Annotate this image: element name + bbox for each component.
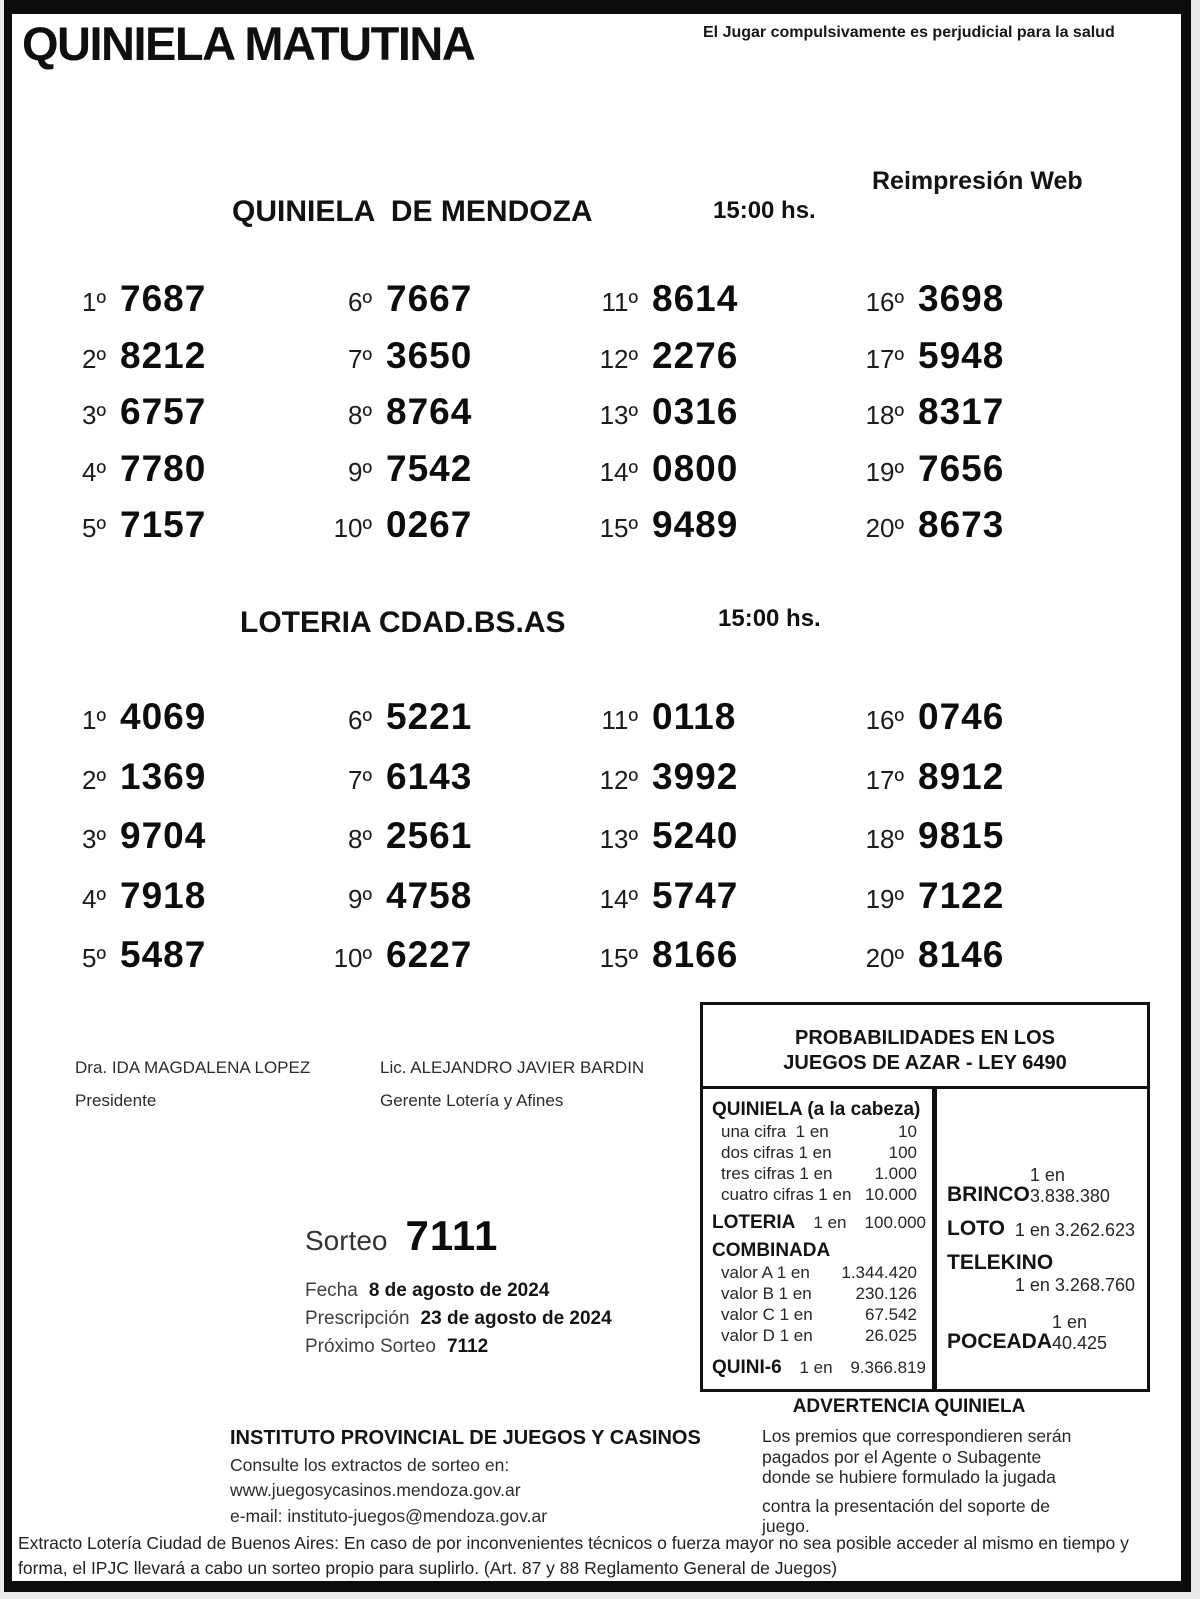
odds-value: 10 [898, 1122, 917, 1141]
result-number: 0316 [652, 391, 739, 432]
result-position: 7º [348, 764, 372, 795]
mendoza-draw-title: QUINIELA DE MENDOZA [232, 195, 593, 228]
probabilities-title-line2: JUEGOS DE AZAR - LEY 6490 [783, 1052, 1067, 1074]
instituto-website: www.juegosycasinos.mendoza.gov.ar [230, 1480, 521, 1500]
odds-value: 10.000 [865, 1185, 917, 1204]
draw-date-row [305, 1280, 549, 1302]
result-position: 2º [82, 343, 106, 374]
result-cell [58, 696, 324, 756]
result-number: 7542 [386, 447, 473, 489]
advertencia-line: donde se hubiere formulado la jugada [762, 1467, 1056, 1487]
result-position: 7º [348, 343, 372, 374]
combinada-odds-row [712, 1325, 926, 1346]
result-cell [856, 934, 1122, 994]
result-position: 1º [82, 287, 106, 317]
loteria-odds-value: 100.000 [864, 1213, 926, 1232]
result-cell [856, 815, 1122, 875]
odds-label: valor B 1 en [721, 1284, 812, 1303]
result-cell [58, 756, 324, 816]
fecha-label: Fecha [305, 1280, 358, 1301]
result-cell [590, 934, 856, 994]
result-position: 11º [601, 705, 638, 735]
mendoza-results-grid [58, 278, 1148, 561]
page-border-right [1181, 0, 1191, 1592]
result-cell [590, 278, 856, 335]
result-cell [856, 756, 1122, 816]
result-number: 8166 [652, 934, 739, 975]
result-number: 0267 [386, 504, 473, 545]
result-cell [324, 278, 590, 335]
footer-line: Extracto Lotería Ciudad de Buenos Aires: En caso de por inconvenientes técnicos o fuerza mayor no sea posible acceder al mismo en tiempo y [18, 1533, 1129, 1553]
result-number: 6143 [386, 755, 473, 797]
result-number: 2561 [386, 815, 473, 856]
page-title: QUINIELA MATUTINA [22, 17, 475, 70]
combinada-odds-row [712, 1304, 926, 1325]
quini6-odds-row [712, 1356, 926, 1380]
result-number: 8764 [386, 391, 473, 432]
result-position: 20º [865, 513, 904, 543]
official [380, 1058, 685, 1111]
result-number: 3992 [652, 755, 739, 797]
result-position: 8º [348, 400, 372, 430]
result-position: 12º [599, 764, 638, 795]
page-border-left [4, 0, 12, 1592]
result-cell [324, 756, 590, 816]
poceada-odds-row [947, 1312, 1135, 1354]
result-cell [58, 278, 324, 335]
result-position: 3º [82, 824, 106, 854]
odds-label: cuatro cifras 1 en [721, 1185, 852, 1204]
quiniela-odds-row [712, 1163, 926, 1184]
odds-value: 1.344.420 [841, 1263, 917, 1282]
advertencia-title: ADVERTENCIA QUINIELA [792, 1396, 1026, 1417]
result-number: 7656 [918, 447, 1005, 489]
footer-line: forma, el IPJC llevará a cabo un sorteo propio para suplirlo. (Art. 87 y 88 Reglamento General de Juegos) [18, 1558, 838, 1578]
result-cell [324, 448, 590, 505]
result-position: 14º [599, 883, 638, 914]
combinada-odds-row [712, 1283, 926, 1304]
result-cell [856, 875, 1122, 935]
odds-label: tres cifras 1 en [721, 1164, 833, 1183]
result-position: 17º [865, 343, 904, 374]
result-cell [856, 391, 1122, 448]
result-number: 5240 [652, 815, 739, 856]
instituto-name: INSTITUTO PROVINCIAL DE JUEGOS Y CASINOS [230, 1427, 701, 1449]
loteria-odds-row [712, 1211, 926, 1235]
sorteo-label: Sorteo [305, 1225, 388, 1256]
loteria-draw-time: 15:00 hs. [718, 605, 821, 632]
result-number: 7780 [120, 447, 207, 489]
result-cell [58, 504, 324, 561]
result-cell [590, 756, 856, 816]
result-number: 0118 [652, 696, 737, 737]
odds-label: valor C 1 en [721, 1305, 813, 1324]
probabilities-title-line1: PROBABILIDADES EN LOS [794, 1027, 1056, 1049]
odds-label: una cifra 1 en [721, 1122, 829, 1141]
result-position: 20º [865, 943, 904, 973]
result-number: 8146 [918, 934, 1005, 975]
result-cell [590, 391, 856, 448]
odds-value: 26.025 [865, 1326, 917, 1345]
next-draw-row [305, 1336, 488, 1358]
result-position: 15º [599, 943, 638, 973]
result-number: 4069 [120, 696, 207, 737]
proximo-label: Próximo Sorteo [305, 1336, 436, 1357]
result-position: 5º [82, 513, 106, 543]
result-number: 7122 [918, 874, 1005, 916]
brinco-name: BRINCO [947, 1183, 1030, 1206]
result-position: 16º [865, 287, 904, 317]
result-position: 3º [82, 400, 106, 430]
result-number: 8673 [918, 504, 1005, 545]
official-name: Dra. IDA MAGDALENA LOPEZ [75, 1058, 311, 1077]
result-number: 7687 [120, 278, 207, 319]
loteria-odds-name: LOTERIA [712, 1212, 796, 1233]
page-border-top [4, 0, 1191, 14]
probabilities-body [703, 1089, 1147, 1389]
result-cell [590, 696, 856, 756]
result-cell [590, 448, 856, 505]
result-number: 5948 [918, 334, 1005, 376]
result-cell [856, 504, 1122, 561]
result-position: 19º [865, 883, 904, 914]
advertencia-line: pagados por el Agente o Subagente [762, 1446, 1042, 1467]
result-number: 6227 [386, 934, 473, 975]
odds-label: dos cifras 1 en [721, 1143, 832, 1162]
result-number: 7157 [120, 504, 207, 545]
result-position: 4º [82, 883, 106, 914]
advertencia-block [744, 1396, 1074, 1537]
loteria-draw-title: LOTERIA CDAD.BS.AS [240, 606, 566, 639]
result-cell [324, 815, 590, 875]
result-number: 0800 [652, 447, 739, 489]
result-position: 9º [348, 456, 372, 487]
result-number: 8614 [652, 278, 739, 319]
web-reprint-label: Reimpresión Web [872, 167, 1083, 195]
official-name: Lic. ALEJANDRO JAVIER BARDIN [380, 1058, 645, 1077]
result-number: 5221 [386, 696, 473, 737]
quiniela-odds-row [712, 1121, 926, 1142]
result-number: 3698 [918, 278, 1005, 319]
result-cell [324, 696, 590, 756]
result-position: 19º [865, 456, 904, 487]
result-cell [590, 875, 856, 935]
official-role: Presidente [75, 1091, 157, 1110]
loteria-odds-mid: 1 en [813, 1213, 847, 1232]
result-number: 3650 [386, 334, 473, 376]
poceada-name: POCEADA [947, 1330, 1053, 1353]
result-cell [58, 391, 324, 448]
result-number: 7667 [386, 278, 473, 319]
result-position: 8º [348, 824, 372, 854]
result-number: 5747 [652, 874, 739, 916]
quiniela-odds-header: QUINIELA (a la cabeza) [712, 1099, 921, 1120]
result-cell [856, 335, 1122, 392]
odds-value: 67.542 [865, 1305, 917, 1324]
page-border-bottom [4, 1581, 1191, 1592]
brinco-value: 1 en 3.838.380 [1029, 1165, 1110, 1206]
result-cell [324, 934, 590, 994]
result-cell [324, 504, 590, 561]
result-position: 9º [348, 883, 372, 914]
result-cell [58, 815, 324, 875]
combinada-odds-row [712, 1262, 926, 1283]
footer-disclaimer [18, 1531, 1176, 1581]
quiniela-odds-row [712, 1142, 926, 1163]
result-number: 0746 [918, 696, 1005, 737]
sorteo-number: 7111 [405, 1212, 499, 1259]
result-position: 4º [82, 456, 106, 487]
loto-value: 1 en 3.262.623 [1014, 1220, 1135, 1240]
result-cell [590, 335, 856, 392]
loteria-results-grid [58, 696, 1148, 994]
odds-label: valor A 1 en [721, 1263, 810, 1282]
instituto-block [230, 1427, 701, 1527]
result-number: 8912 [918, 755, 1005, 797]
telekino-name: TELEKINO [947, 1251, 1054, 1274]
result-number: 8317 [918, 391, 1005, 432]
result-cell [324, 335, 590, 392]
result-position: 18º [865, 400, 904, 430]
result-cell [324, 875, 590, 935]
telekino-value: 1 en 3.268.760 [1014, 1275, 1135, 1295]
advertencia-line: Los premios que correspondieren serán [762, 1426, 1072, 1446]
result-cell [590, 815, 856, 875]
prescription-row [305, 1308, 612, 1330]
brinco-odds-row [947, 1165, 1135, 1207]
result-position: 6º [348, 705, 372, 735]
result-position: 17º [865, 764, 904, 795]
loto-name: LOTO [947, 1217, 1005, 1240]
odds-value: 1.000 [874, 1164, 917, 1183]
result-position: 1º [82, 705, 106, 735]
official-role: Gerente Lotería y Afines [380, 1091, 564, 1110]
health-warning: El Jugar compulsivamente es perjudicial para la salud [703, 24, 1115, 41]
poceada-value: 1 en 40.425 [1052, 1312, 1108, 1353]
combinada-odds-header: COMBINADA [712, 1240, 831, 1261]
result-cell [58, 934, 324, 994]
result-number: 9489 [652, 504, 739, 545]
result-position: 16º [865, 705, 904, 735]
loto-odds-row [947, 1217, 1135, 1241]
result-position: 2º [82, 764, 106, 795]
official [75, 1058, 380, 1111]
result-position: 5º [82, 943, 106, 973]
result-number: 7918 [120, 874, 207, 916]
result-position: 18º [865, 824, 904, 854]
result-position: 10º [333, 943, 372, 973]
quini6-odds-mid: 1 en [799, 1358, 833, 1377]
quini6-odds-name: QUINI-6 [712, 1357, 782, 1378]
fecha-value: 8 de agosto de 2024 [368, 1280, 550, 1301]
probabilities-right-column [937, 1089, 1147, 1389]
advertencia-line: contra la presentación del soporte de juego. [762, 1495, 1050, 1536]
proximo-value: 7112 [446, 1336, 489, 1357]
result-position: 10º [333, 513, 372, 543]
result-cell [58, 335, 324, 392]
result-number: 9815 [918, 815, 1005, 856]
result-position: 13º [599, 400, 638, 430]
probabilities-title [703, 1005, 1147, 1089]
result-position: 13º [599, 824, 638, 854]
probabilities-left-column [703, 1089, 932, 1389]
probabilities-box [700, 1002, 1150, 1392]
prescripcion-label: Prescripción [305, 1308, 410, 1329]
draw-number-row [305, 1212, 498, 1260]
result-position: 14º [599, 456, 638, 487]
result-number: 5487 [120, 934, 207, 975]
result-position: 6º [348, 287, 372, 317]
result-cell [324, 391, 590, 448]
odds-value: 100 [888, 1143, 917, 1162]
instituto-email: e-mail: instituto-juegos@mendoza.gov.ar [230, 1505, 548, 1526]
result-number: 4758 [386, 874, 473, 916]
result-position: 15º [599, 513, 638, 543]
result-position: 12º [599, 343, 638, 374]
result-cell [58, 875, 324, 935]
result-cell [856, 448, 1122, 505]
result-number: 6757 [120, 391, 207, 432]
result-number: 9704 [120, 815, 207, 856]
result-cell [58, 448, 324, 505]
quiniela-odds-row [712, 1184, 926, 1205]
prescripcion-value: 23 de agosto de 2024 [420, 1308, 612, 1329]
odds-value: 230.126 [855, 1284, 917, 1303]
result-number: 8212 [120, 334, 207, 376]
officials-block [75, 1058, 685, 1111]
odds-label: valor D 1 en [721, 1326, 813, 1345]
result-cell [856, 696, 1122, 756]
result-number: 2276 [652, 334, 739, 376]
result-cell [590, 504, 856, 561]
result-number: 1369 [120, 755, 207, 797]
quini6-odds-value: 9.366.819 [850, 1358, 926, 1377]
mendoza-draw-time: 15:00 hs. [713, 197, 816, 224]
result-position: 11º [601, 287, 638, 317]
advertencia-text [744, 1426, 1074, 1537]
instituto-consulte: Consulte los extractos de sorteo en: [230, 1454, 510, 1475]
result-cell [856, 278, 1122, 335]
